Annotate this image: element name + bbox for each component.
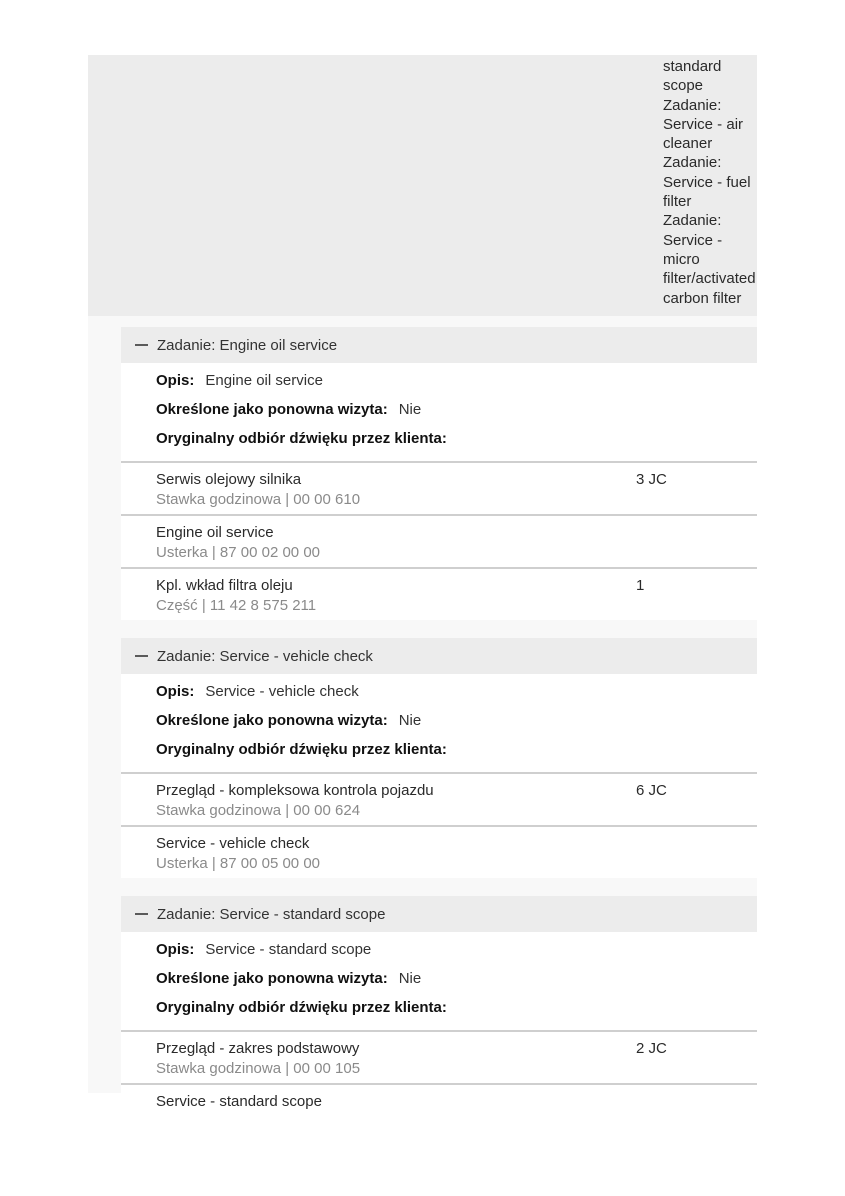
field-label: Oryginalny odbiór dźwięku przez klienta: [156, 430, 447, 447]
field-value: Nie [398, 970, 422, 987]
summary-line: Service - [663, 231, 723, 249]
item-name: Service - standard scope [156, 1093, 322, 1110]
field-value: Nie [398, 712, 422, 729]
list-item [121, 825, 757, 878]
task-fields [121, 674, 757, 772]
field-label: Określone jako ponowna wizyta: [156, 970, 388, 987]
field-odbior [156, 997, 757, 1026]
field-value: Service - standard scope [205, 941, 372, 958]
task-list-text [663, 57, 757, 308]
item-code: Usterka | 87 00 02 00 00 [156, 544, 321, 561]
task-header[interactable] [121, 638, 757, 674]
summary-line: Service - fuel [663, 173, 751, 191]
task-header[interactable] [121, 896, 757, 932]
summary-line: cleaner [663, 135, 713, 153]
field-ponowna-wizyta [156, 968, 757, 997]
field-opis [156, 681, 757, 710]
item-code: Usterka | 87 00 05 00 00 [156, 855, 321, 872]
field-label: Opis: [156, 372, 195, 389]
field-value: Service - vehicle check [205, 683, 359, 700]
collapse-minus-icon[interactable] [135, 344, 148, 346]
item-quantity: 1 [636, 577, 645, 594]
field-label: Oryginalny odbiór dźwięku przez klienta: [156, 999, 447, 1016]
item-code: Część | 11 42 8 575 211 [156, 597, 317, 614]
summary-line: scope [663, 77, 704, 95]
item-quantity: 2 JC [636, 1040, 667, 1057]
item-quantity: 6 JC [636, 782, 667, 799]
task-header[interactable] [121, 327, 757, 363]
list-item [121, 772, 757, 825]
item-name: Engine oil service [156, 524, 274, 541]
item-code: Stawka godzinowa | 00 00 610 [156, 491, 361, 508]
field-label: Opis: [156, 941, 195, 958]
task-items [121, 772, 757, 878]
field-opis [156, 370, 757, 399]
field-label: Opis: [156, 683, 195, 700]
summary-line: Zadanie: [663, 212, 722, 230]
item-code: Stawka godzinowa | 00 00 624 [156, 802, 361, 819]
summary-line: Zadanie: [663, 154, 722, 172]
task-title: Zadanie: Service - vehicle check [157, 647, 373, 665]
summary-line: carbon filter [663, 289, 742, 307]
collapse-minus-icon[interactable] [135, 655, 148, 657]
summary-line: standard [663, 58, 722, 75]
field-label: Określone jako ponowna wizyta: [156, 712, 388, 729]
summary-line: Zadanie: [663, 96, 722, 114]
summary-line: Service - air [663, 115, 744, 133]
field-value: Engine oil service [205, 372, 323, 389]
task-fields [121, 932, 757, 1030]
item-name: Kpl. wkład filtra oleju [156, 577, 293, 594]
field-odbior [156, 428, 757, 457]
summary-line: filter [663, 193, 692, 211]
list-item [121, 1083, 757, 1136]
item-name: Przegląd - zakres podstawowy [156, 1040, 360, 1057]
task-items [121, 461, 757, 620]
field-ponowna-wizyta [156, 710, 757, 739]
list-item [121, 514, 757, 567]
list-item [121, 567, 757, 620]
summary-line: filter/activated [663, 270, 756, 288]
task-title: Zadanie: Service - standard scope [157, 905, 386, 923]
task-section [121, 327, 757, 620]
task-items [121, 1030, 757, 1136]
task-fields [121, 363, 757, 461]
task-section [121, 896, 757, 1136]
field-odbior [156, 739, 757, 768]
list-item [121, 461, 757, 514]
field-ponowna-wizyta [156, 399, 757, 428]
item-quantity: 3 JC [636, 471, 667, 488]
previous-task-summary [88, 55, 757, 316]
field-opis [156, 939, 757, 968]
item-name: Service - vehicle check [156, 835, 310, 852]
document-page [88, 55, 757, 1110]
field-label: Określone jako ponowna wizyta: [156, 401, 388, 418]
item-code: Stawka godzinowa | 00 00 105 [156, 1060, 361, 1077]
list-item [121, 1030, 757, 1083]
collapse-minus-icon[interactable] [135, 913, 148, 915]
field-value: Nie [398, 401, 422, 418]
task-title: Zadanie: Engine oil service [157, 336, 338, 354]
field-label: Oryginalny odbiór dźwięku przez klienta: [156, 741, 447, 758]
item-name: Serwis olejowy silnika [156, 471, 302, 488]
summary-line: micro [663, 250, 700, 268]
item-name: Przegląd - kompleksowa kontrola pojazdu [156, 782, 434, 799]
task-section [121, 638, 757, 878]
